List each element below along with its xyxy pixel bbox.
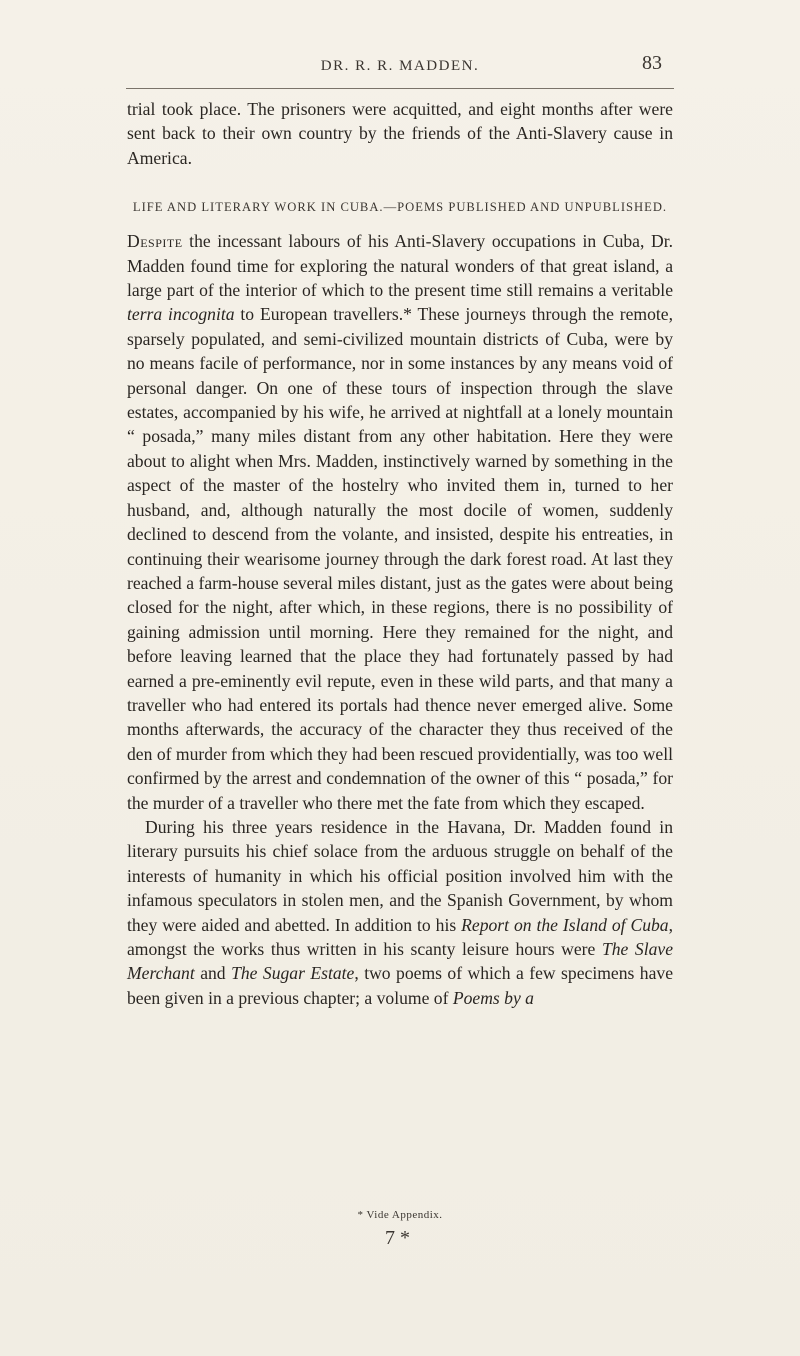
- header-rule: [126, 88, 674, 89]
- italic-title: Report on the Island of Cuba: [461, 914, 669, 935]
- section-heading: LIFE AND LITERARY WORK IN CUBA.—POEMS PUBLISHED AND UNPUBLISHED.: [132, 200, 668, 215]
- running-title: DR. R. R. MADDEN.: [320, 58, 480, 74]
- footnote: * Vide Appendix.: [357, 1209, 443, 1221]
- text-run: , two poems of which a few specimens have been given in a previous chapter; a volume of: [127, 963, 673, 1008]
- signature-mark: 7 *: [385, 1227, 410, 1249]
- italic-title: The Sugar Estate: [231, 963, 355, 984]
- text-run: to European travellers.* These journeys through the remote, sparsely populated, and semi-civilized mountain districts of Cuba, were by no means facile of performance, nor in some instances by any means void of personal danger. On one of these tours of inspection through the slave estates, accompanied by his wife, he arrived at nightfall at a lonely mountain “ posada,” many miles distant from any other habitation. Here they were about to alight when Mrs. Madden, instinctively warned by something in the aspect of the master of the hostelry who invited them in, turned to her husband, and, although naturally the most docile of women, suddenly declined to descend from the volante, and insisted, despite his entreaties, in continuing their wearisome journey through the dark forest road. At last they reached a farm-house several miles distant, just as the gates were about being closed for the night, after which, in these regions, there is no possibility of gaining admission until morning. Here they remained for the night, and before leaving learned that the place they had fortunately passed by had earned a pre-eminently evil repute, even in these wild parts, and that many a traveller who had entered its portals had thence never emerged alive. Some months afterwards, the accuracy of the character they thus received of the den of murder from which they had been rescued providentially, was too well confirmed by the arrest and condemnation of the owner of this “ posada,” for the murder of a traveller who there met the fate from which they escaped.: [127, 304, 674, 813]
- text-run: the incessant labours of his Anti-Slavery occupations in Cuba, Dr. Madden found time for exploring the natural wonders of that great island, a large part of the interior of which to the present time still remains a veritable: [127, 231, 673, 301]
- page-number: 83: [642, 52, 662, 74]
- body-text: [127, 97, 673, 1010]
- italic-phrase: terra incognita: [127, 304, 235, 325]
- paragraph-cuba-travels: [127, 229, 673, 815]
- italic-title: The Slave Merchant: [127, 939, 674, 984]
- text-run: , amongst the works thus written in his scanty leisure hours were: [127, 914, 673, 959]
- italic-title: Poems by a: [452, 987, 534, 1008]
- paragraph-continuation: trial took place. The prisoners were acquitted, and eight months after were sent back to their own country by the friends of the Anti-Slavery cause in America.: [127, 99, 673, 168]
- paragraph-literary-work: [127, 815, 673, 1010]
- paragraph-lead-word: Despite: [127, 231, 183, 252]
- text-run: and: [194, 963, 232, 984]
- text-run: During his three years residence in the Havana, Dr. Madden found in literary pursuits his chief solace from the arduous struggle on behalf of the interests of humanity in which his official position involved him with the infamous speculators in stolen men, and the Spanish Government, by whom they were aided and abetted. In addition to his: [127, 816, 673, 935]
